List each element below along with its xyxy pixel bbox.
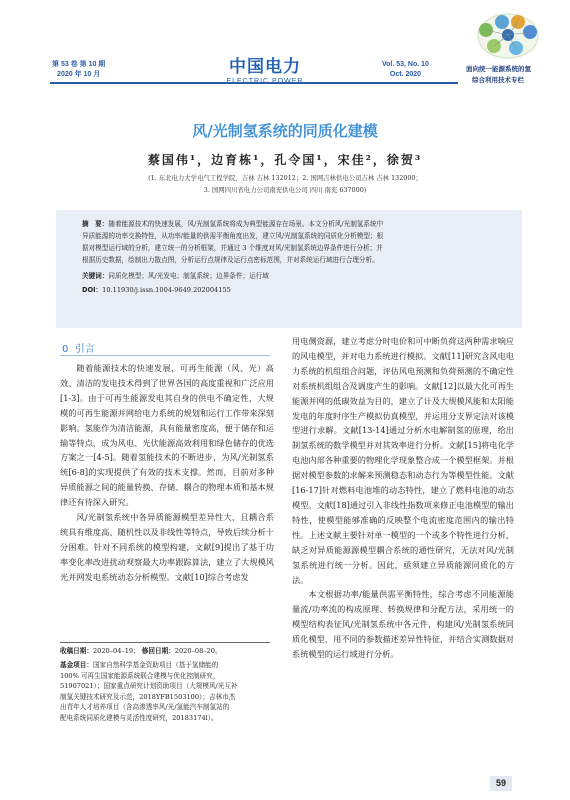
affiliation-line-2: 3. 国网四川省电力公司南充供电公司 四川 南充 637000) xyxy=(203,186,367,194)
paragraph: 用电侧资源，建立考虑分时电价和可中断负荷这两种需求响应的风电模型，并对电力系统进行模拟。文献[11]研究含风电电力系统的机组组合问题，评估风电预测和负荷预测的不确定性对系统机组组合及调度产生的影响。文献[12]以最大化可再生能源并网的低碳效益为目的，建立了计及大规模风能和太阳能发电的年度时序生产模拟仿真模型，并运用分支界定法对该模型进行求解。文献[13-14]通过分析水电解制氢的原理，给出制氢系统的数学模型并对其效率进行分析。文献[15]将电化学电池内部各种重要的物理化学现象整合成一个模型框架。并根据对模型参数的求解来预测稳态和动态行为等模型性能。文献[16-17]针对燃料电池堆的动态特性，建立了燃料电池的动态模型。文献[18]通过引入非线性指数项来修正电池模型的输出特性，使模型能够准确的反映整个电流密度范围内的输出特性。上述文献主要针对单一模型的一个或多个特性进行分析，缺乏对异质能源源模型耦合系统的通性研究，无法对风/光制氢系统进行统一分析。因此，亟须建立异质能源同质化的方法。 xyxy=(292,336,514,585)
fund-line: 出青年人才培养项目（含高渗透率风/光/氢能汽车制氢站的 xyxy=(60,703,230,712)
fund-line: 国家自然科学基金资助项目（基于氢储能的 xyxy=(92,661,219,669)
fund-line: 制氢关键技术研究及示范，2018YFB1503100）；吉林市杰 xyxy=(60,692,236,701)
revised-date: 2020–08–20。 xyxy=(174,647,222,655)
keywords-label: 关键词： xyxy=(82,272,109,280)
received-date: 2020–04–19； xyxy=(92,647,140,655)
volume-en: Vol. 53, No. 10 xyxy=(382,61,429,68)
abstract-line-2: 异质能源的功率交换特性，从功率/能量的供需平衡角度出发，建立风/光制氢系统的同质化分析模型；根 xyxy=(82,232,384,240)
fund-line: 配电系统同质化建模与灵活性度研究，20183174l）。 xyxy=(60,713,218,722)
paragraph: 风/光制氢系统中各异质能源模型差异性大，且耦合系统具有维度高、随机性以及非线性等特点，导致后续分析十分困难。针对不同系统的模型构建，文献[9]提出了基于功率变化率改进扰动观察最大功率跟踪算法，建立了大规模风光并网发电系统动态分析模型。文献[10]综合考虑发 xyxy=(60,512,274,582)
fund-line: 100% 可再生国家能源系统联合建模与优化控制研究， xyxy=(60,671,220,680)
section-heading xyxy=(62,340,95,355)
paper-title: 风/光制氢系统的同质化建模 xyxy=(192,122,378,140)
received-label: 收稿日期： xyxy=(60,647,93,655)
keywords-line xyxy=(82,271,514,281)
section-rule xyxy=(60,355,270,356)
revised-label: 修回日期： xyxy=(141,647,175,655)
section-number: 0 xyxy=(62,344,69,355)
section-title: 引言 xyxy=(74,344,95,355)
volume-cn: 第 53 卷 第 10 期 xyxy=(52,61,106,68)
header-volume-en xyxy=(382,60,429,80)
left-column xyxy=(60,361,274,585)
column-caption-line1: 面向统一能源系统的氢 xyxy=(466,65,531,73)
page-number: 59 xyxy=(490,776,512,791)
journal-masthead xyxy=(200,52,330,85)
doi-link[interactable]: 10.11930/j.issn.1004-9649.202004155 xyxy=(102,286,231,294)
abstract-line-3: 据对模型运行域的分析，建立统一的分析框架，并通过 3 个维度对风/光制氢系统边界条件进行分析；并 xyxy=(82,244,383,252)
footnote-rule xyxy=(60,642,270,643)
journal-name-cn: 中国电力 xyxy=(229,57,301,77)
affiliation-line-1: (1. 东北电力大学电气工程学院，吉林 吉林 132012；2. 国网吉林供电公司吉林 吉林 132000； xyxy=(148,174,422,182)
footnote-fund xyxy=(60,660,274,724)
header-rule xyxy=(50,82,458,84)
paragraph: 本文根据功率/能量供需平衡特性，综合考虑不同能源能量流/功率流的构成原理、转换规律和分配方法，采用统一的模型结构表征风/光制氢系统中各元件，构建风/光制氢系统同质化模型，用不同的参数描述差异性特征，并结合实测数据对系统模型的运行域进行分析。 xyxy=(292,589,514,660)
column-logo-icon xyxy=(472,8,544,68)
doi-label: DOI： xyxy=(82,286,103,294)
paragraph: 随着能源技术的快速发展，可再生能源（风、光）高效、清洁的发电技术得到了世界各国的高度重视和广泛应用[1-3]。由于可再生能源发电其自身的供电不确定性，大规模的可再生能源并网给电力系统的规划和运行工作带来深刻影响。氢能作为清洁能源，具有能量密度高，便于储存和运输等特点，成为风电、光伏能源高效利用和绿色储存的优选方案之一[4-5]。随着氢能技术的不断进步，为风/光制氢系统[6-8]的实现提供了有效的技术支撑。然而，目前对多种异质能源之间的能量转换、存储、耦合的物理本质和基本规律还有待深入研究。 xyxy=(60,363,274,508)
date-en: Oct. 2020 xyxy=(389,71,422,78)
abstract-label: 摘 要： xyxy=(82,220,109,228)
keywords: 同质化模型；风/光发电；制氢系统；边界条件；运行域 xyxy=(108,272,269,280)
column-caption-line2: 综合利用技术专栏 xyxy=(472,76,524,84)
authors: 蔡国伟¹，边育栋¹，孔令国¹，宋佳²，徐贺³ xyxy=(147,153,423,167)
abstract-text-1: 随着能源技术的快速发展，风/光制氢系统将成为典型能源存在场景。本文分析风/光制氢系统中 xyxy=(108,220,384,228)
fund-line: 51907021）；国家重点研究计划资助项目（大规模风/光互补 xyxy=(60,682,238,691)
header-volume-cn xyxy=(52,60,105,80)
fund-label: 基金项目： xyxy=(60,661,93,669)
right-column xyxy=(292,334,514,662)
abstract-line-4: 根据历史数据，绘制出力散点图，分析运行点规律及运行点密标范围，并对系统运行域进行合理分析。 xyxy=(82,256,379,264)
footnote-dates xyxy=(60,646,274,657)
date-cn: 2020 年 10 月 xyxy=(57,71,101,78)
doi-line xyxy=(82,285,514,295)
abstract-line-1 xyxy=(82,219,514,229)
